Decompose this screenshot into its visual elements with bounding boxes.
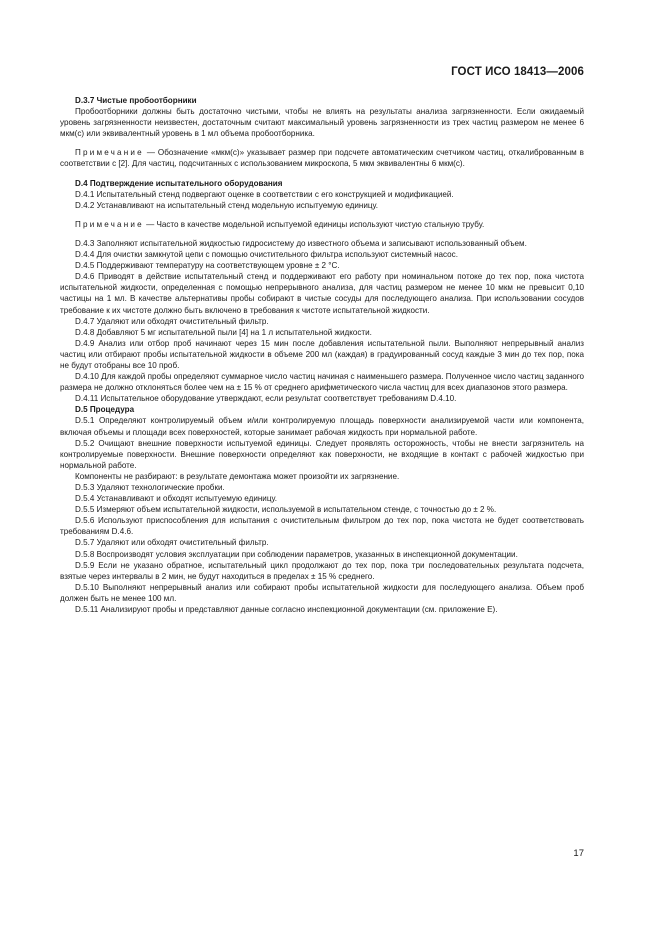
paragraph-d55: D.5.5 Измеряют объем испытательной жидкости, используемой в испытательном стенде, с точностью до ± 2 %. [75,505,497,515]
paragraph-d46: D.4.6 Приводят в действие испытательный стенд и поддерживают его работу при номинальном потоке до тех пор, пока чистота испытательной жидкости, определенная с помощью непрерывного анализа, для частиц размером не менее 10 мкм не превысит 0,10 частицы на 1 мл. В качестве альтернативы пробы собирают в чистые сосуды для последующего анализа. При использовании сосудов требование к их чистоте должно быть включено в требования к чистоте испытательной жидкости. [60,272,584,315]
paragraph-d44: D.4.4 Для очистки замкнутой цепи с помощью очистительного фильтра используют системный насос. [75,250,458,260]
paragraph-d41: D.4.1 Испытательный стенд подвергают оценке в соответствии с его конструкцией и модификацией. [75,189,454,199]
paragraph-d510: D.5.10 Выполняют непрерывный анализ или собирают пробы испытательной жидкости для последующего анализа. Объем проб должен быть не менее 100 мл. [60,582,584,603]
note-label: Примечание [75,219,144,229]
page-body [60,95,584,615]
section-heading-d4: D.4 Подтверждение испытательного оборудования [75,178,283,188]
paragraph-d49: D.4.9 Анализ или отбор проб начинают через 15 мин после добавления испытательной пыли. Выполняют непрерывный анализ частиц или отбирают пробы испытательной жидкости в объеме 200 мл (каждая) в градуированный сосуд каждые 3 мин до тех пор, пока не будут отобраны все 10 проб. [60,338,584,370]
paragraph-d51: D.5.1 Определяют контролируемый объем и/или контролируемую площадь поверхности анализируемой части или компонента, включая объемы и площади всех поверхностей, которые занимает рабочая жидкость при нормальной работе. [60,416,584,437]
note-label: Примечание [75,148,144,158]
paragraph-d53: D.5.3 Удаляют технологические пробки. [75,483,225,492]
paragraph-d57: D.5.7 Удаляют или обходят очистительный фильтр. [75,538,269,548]
section-heading-d37: D.3.7 Чистые пробоотборники [75,96,197,105]
paragraph-d52b: Компоненты не разбирают: в результате демонтажа может произойти их загрязнение. [75,471,400,481]
paragraph-d59: D.5.9 Если не указано обратное, испытательный цикл продолжают до тех пор, пока три последовательных результата подсчета, взятые через интервалы в 2 мин, не будут находиться в пределах ± 15 % среднего. [60,560,584,581]
paragraph-d52: D.5.2 Очищают внешние поверхности испытуемой единицы. Следует проявлять осторожность, чтобы не внести загрязнитель на контролируемые поверхности. Внешние поверхности определяют как поверхности, не входящие в контакт с рабочей жидкостью при нормальной работе. [60,438,584,470]
document-header: ГОСТ ИСО 18413—2006 [451,66,584,78]
page-number: 17 [573,848,584,859]
paragraph-d511: D.5.11 Анализируют пробы и представляют данные согласно инспекционной документации (см. приложение E). [75,605,498,615]
paragraph-d410: D.4.10 Для каждой пробы определяют суммарное число частиц начиная с наименьшего размера. Полученное число частиц заданного размера не должно отклоняться более чем на ± 15 % от среднего арифметического числа частиц для всех диапазонов этого размера. [60,372,584,393]
paragraph-d45: D.4.5 Поддерживают температуру на соответствующем уровне ± 2 °C. [75,261,340,271]
note-text: — Часто в качестве модельной испытуемой единицы используют чистую стальную трубу. [143,219,485,229]
section-heading-d5: D.5 Процедура [75,405,135,415]
paragraph-d42: D.4.2 Устанавливают на испытательный стенд модельную испытуемую единицу. [75,200,378,210]
paragraph-d37: Пробоотборники должны быть достаточно чистыми, чтобы не влиять на результаты анализа загрязненности. Если ожидаемый уровень загрязненности неизвестен, достаточным считают максимальный уровень загрязненности из трех частиц размером не менее 6 мкм(с) или эквивалентный уровень в 1 мл объема пробоотборника. [60,107,584,139]
paragraph-d56: D.5.6 Используют приспособления для испытания с очистительным фильтром до тех пор, пока чистота не будет соответствовать требованиям D.4.6. [60,516,584,537]
paragraph-d47: D.4.7 Удаляют или обходят очистительный фильтр. [75,316,269,326]
note-d37 [60,147,584,169]
paragraph-d411: D.4.11 Испытательное оборудование утверждают, если результат соответствует требованиям D.4.10. [75,394,457,404]
note-text: — Обозначение «мкм(с)» указывает размер при подсчете автоматическим счетчиком частиц, откалиброванным в соответствии с [2]. Для частиц, подсчитанных с использованием микроскопа, 5 мкм эквивалентны 6 мкм(с). [60,148,584,169]
note-d42 [60,219,584,230]
paragraph-d58: D.5.8 Воспроизводят условия эксплуатации при соблюдении параметров, указанных в инспекционной документации. [75,549,518,559]
paragraph-d48: D.4.8 Добавляют 5 мг испытательной пыли [4] на 1 л испытательной жидкости. [75,327,372,337]
paragraph-d54: D.5.4 Устанавливают и обходят испытуемую единицу. [75,494,277,504]
paragraph-d43: D.4.3 Заполняют испытательной жидкостью гидросистему до известного объема и записывают использованный объем. [75,238,527,248]
